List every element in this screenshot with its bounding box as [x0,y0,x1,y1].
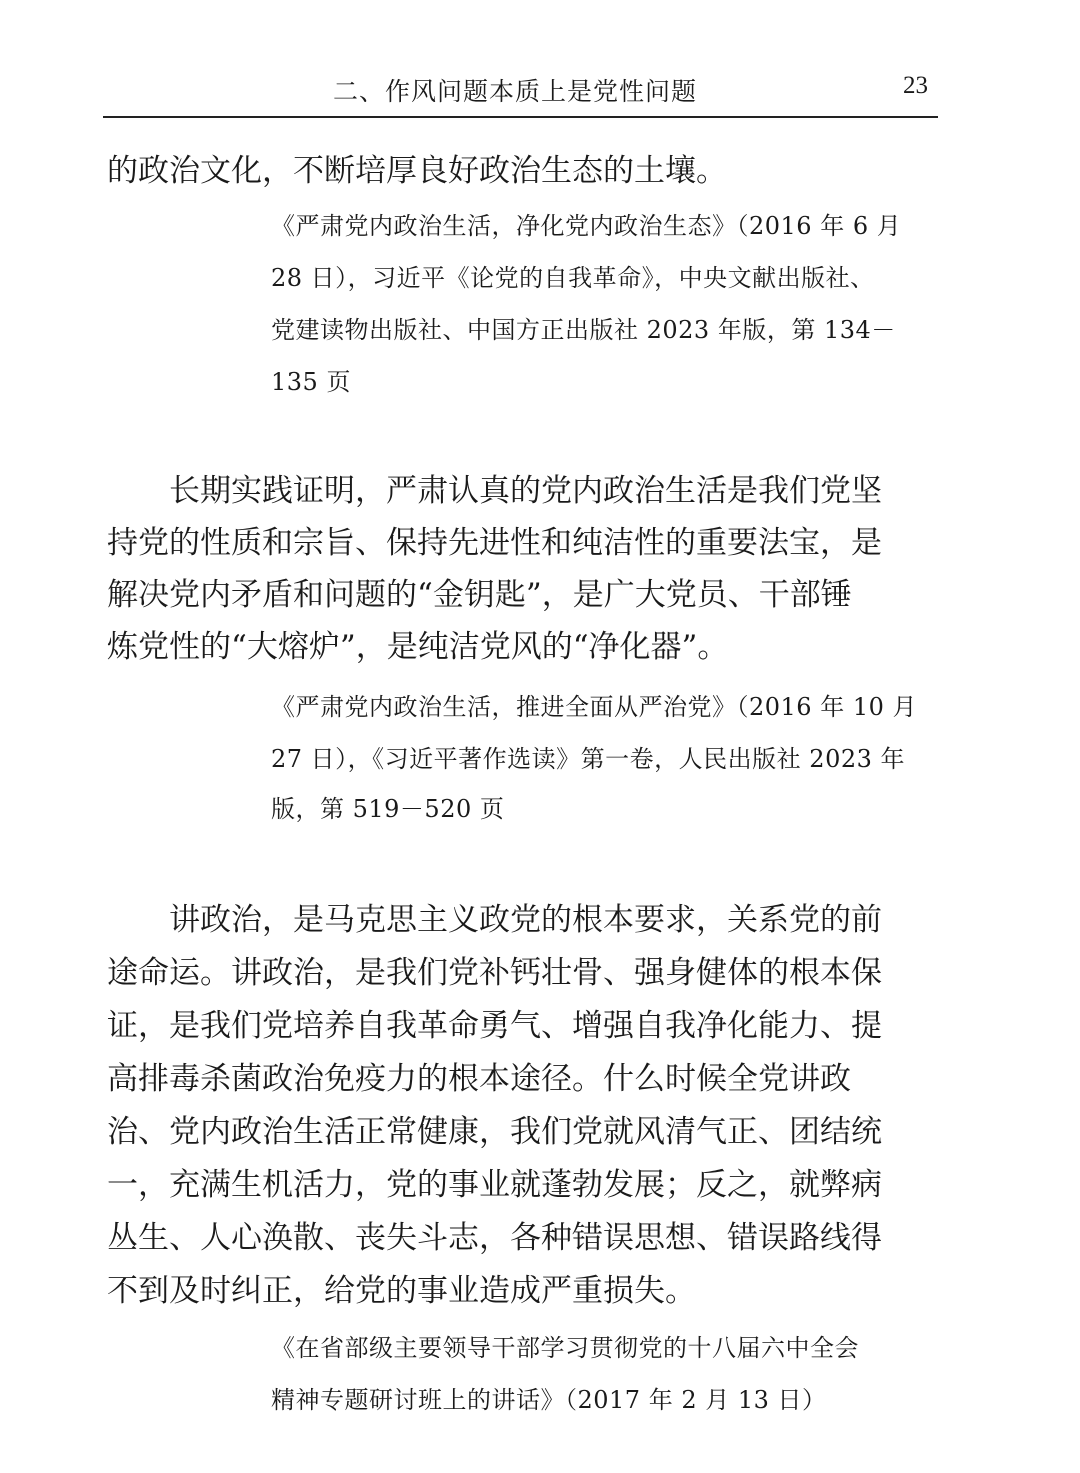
citation-line: 《严肃党内政治生活，净化党内政治生态》（2016 年 6 月 [271,212,902,240]
citation-line: 版，第 519－520 页 [271,795,505,823]
citation-line: 党建读物出版社、中国方正出版社 2023 年版，第 134－ [271,316,896,344]
citation-line: 135 页 [271,368,351,396]
chapter-title: 二、作风问题本质上是党性问题 [333,77,698,106]
citation-line: 精神专题研讨班上的讲话》（2017 年 2 月 13 日） [271,1386,827,1414]
body-text-line: 不到及时纠正，给党的事业造成严重损失。 [107,1273,696,1309]
body-text-line: 途命运。讲政治，是我们党补钙壮骨、强身健体的根本保 [107,955,882,991]
body-text-line: 治、党内政治生活正常健康，我们党就风清气正、团结统 [107,1114,882,1150]
body-text-line: 长期实践证明，严肃认真的党内政治生活是我们党坚 [107,473,882,509]
citation-line: 《在省部级主要领导干部学习贯彻党的十八届六中全会 [271,1334,859,1362]
body-text-line: 证，是我们党培养自我革命勇气、增强自我净化能力、提 [107,1008,882,1044]
body-text-line: 炼党性的“大熔炉”，是纯洁党风的“净化器”。 [107,629,729,665]
page-number: 23 [903,72,928,99]
body-text-line: 讲政治，是马克思主义政党的根本要求，关系党的前 [107,902,882,938]
citation-line: 28 日），习近平《论党的自我革命》，中央文献出版社、 [271,264,875,292]
citation-line: 27 日），《习近平著作选读》第一卷，人民出版社 2023 年 [271,745,906,773]
body-text-line: 的政治文化，不断培厚良好政治生态的土壤。 [107,153,727,189]
body-text-line: 高排毒杀菌政治免疫力的根本途径。什么时候全党讲政 [107,1061,851,1097]
body-text-line: 解决党内矛盾和问题的“金钥匙”，是广大党员、干部锤 [107,577,852,613]
body-text-line: 丛生、人心涣散、丧失斗志，各种错误思想、错误路线得 [107,1220,882,1256]
body-text-line: 持党的性质和宗旨、保持先进性和纯洁性的重要法宝，是 [107,525,882,561]
citation-line: 《严肃党内政治生活，推进全面从严治党》（2016 年 10 月 [271,693,918,721]
running-header [103,64,938,118]
body-text-line: 一，充满生机活力，党的事业就蓬勃发展；反之，就弊病 [107,1167,882,1203]
